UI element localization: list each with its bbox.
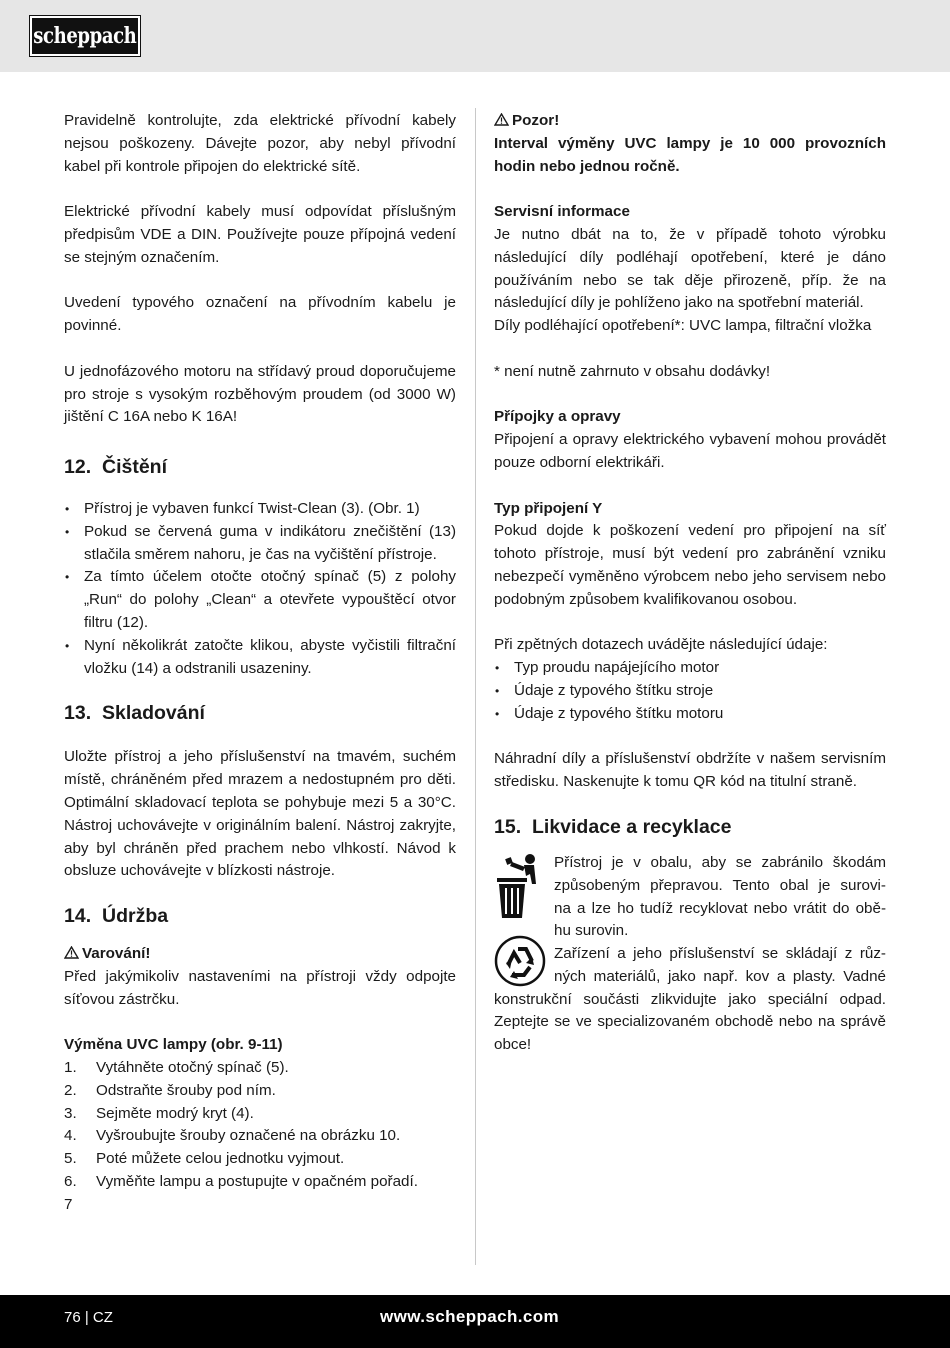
list-item: • Údaje z typového štítku stroje — [494, 680, 886, 703]
service-text: Je nutno dbát na to, že v případě tohoto výrobku následující díly podléhají opotřebení, které je dáno používáním nebo se tak děje přirozeně, příp. že na následující díly je pohlíženo jako na spotřební materiál. — [494, 225, 886, 312]
paragraph-cable-standards: Elektrické přívodní kabely musí odpovídat příslušným předpisům VDE a DIN. Používejte pouze přípojná vedení se stejným označením. — [64, 203, 456, 266]
disposal-line: Přístroj je v obalu, aby se zabránilo škodám — [554, 853, 886, 871]
right-column — [494, 110, 886, 1057]
connections-text: Připojení a opravy elektrického vybavení mohou provádět pouze odborní elektrikáři. — [494, 431, 886, 471]
website-url: www.scheppach.com — [380, 1307, 560, 1326]
list-item: 2. Odstraňte šrouby pod ním. — [64, 1081, 276, 1099]
trailing-number: 7 — [64, 1195, 73, 1213]
service-heading: Servisní informace — [494, 203, 630, 221]
section-heading-disposal: 15. Likvidace a recyklace — [494, 815, 732, 838]
page-number: 76 | CZ — [64, 1309, 113, 1326]
warning-triangle-icon — [64, 946, 79, 959]
uvc-steps — [64, 1057, 456, 1194]
y-connection-text: Pokud dojde k poškození vedení pro připojení na síť tohoto přístroje, musí být vedení pro zabránění vzniku nebezpečí vyměněno výrobcem nebo jeho servisem nebo podobným způsobem kvalifikovanou osobou. — [494, 522, 886, 608]
list-item: • Pokud se červená guma v indikátoru znečištění (13) stlačila směrem nahoru, je čas na vyčištění přístroje. — [64, 521, 456, 567]
list-item: • Údaje z typového štítku motoru — [494, 703, 886, 726]
caution-text: Interval výměny UVC lampy je 10 000 provozních hodin nebo jednou ročně. — [494, 134, 886, 175]
page-footer — [0, 1295, 950, 1348]
list-item: 3. Sejměte modrý kryt (4). — [64, 1104, 254, 1122]
list-item: • Nyní několikrát zatočte klikou, abyste vyčistili filtrační vložku (14) a odstranili usazeniny. — [64, 635, 456, 681]
list-item: • Za tímto účelem otočte otočný spínač (5) z polohy „Run“ do polohy „Clean“ a otevřete vypouštěcí otvor filtru (12). — [64, 566, 456, 634]
trash-bin-icon — [494, 852, 546, 922]
warning-heading: Varování! — [64, 943, 456, 966]
disposal-line: způsobeným přepravou. Tento obal je surovi- — [554, 876, 886, 894]
list-item: • Přístroj je vybaven funkcí Twist-Clean (3). (Obr. 1) — [64, 498, 456, 521]
caution-heading: Pozor! — [494, 110, 886, 133]
disposal-text: konstrukční součásti zlikvidujte jako speciální odpad. Zeptejte se ve specializovaném obchodě nebo na správě obce! — [494, 990, 886, 1054]
list-item: 6. Vyměňte lampu a postupujte v opačném pořadí. — [64, 1173, 418, 1191]
paragraph-cable-check: Pravidelně kontrolujte, zda elektrické přívodní kabely nejsou poškozeny. Dávejte pozor, aby nebyl přívodní kabel při kontrole připojen do elektrické sítě. — [64, 112, 456, 175]
connections-heading: Přípojky a opravy — [494, 408, 621, 426]
query-list — [494, 657, 886, 725]
list-item: 5. Poté můžete celou jednotku vyjmout. — [64, 1150, 345, 1168]
disposal-line: ných materiálů, jako např. kov a plasty. Vadné — [554, 967, 886, 985]
cleaning-list — [64, 498, 456, 680]
recycle-icon — [494, 926, 546, 996]
paragraph-type-designation: Uvedení typového označení na přívodním kabelu je povinné. — [64, 294, 456, 335]
list-item: 1. Vytáhněte otočný spínač (5). — [64, 1059, 289, 1077]
page-header — [0, 0, 950, 72]
disposal-line: hu surovin. — [554, 922, 629, 940]
list-item: • Typ proudu napájejícího motor — [494, 657, 886, 680]
disposal-line: na a lze ho tudíž recyklovat nebo vrátit do obě- — [554, 899, 886, 917]
query-text: Při zpětných dotazech uvádějte následující údaje: — [494, 636, 828, 654]
uvc-heading: Výměna UVC lampy (obr. 9-11) — [64, 1036, 283, 1054]
section-heading-cleaning: 12. Čištění — [64, 455, 168, 478]
scheppach-logo: scheppach — [30, 16, 140, 56]
wear-parts-text: Díly podléhající opotřebení*: UVC lampa, filtrační vložka — [494, 317, 872, 335]
section-heading-maintenance: 14. Údržba — [64, 905, 169, 928]
disposal-block — [494, 852, 886, 1057]
disposal-line: Zařízení a jeho příslušenství se skládají z růz- — [554, 945, 886, 963]
warning-triangle-icon — [494, 113, 509, 126]
left-column — [64, 110, 456, 1217]
column-divider — [475, 108, 476, 1265]
footnote: * není nutně zahrnuto v obsahu dodávky! — [494, 362, 771, 380]
paragraph-fuse: U jednofázového motoru na střídavý proud doporučujeme pro stroje s vysokým rozběhovým proudem (od 3000 W) jištění C 16A nebo K 16A! — [64, 362, 456, 426]
section-heading-storage: 13. Skladování — [64, 702, 205, 725]
paragraph-storage: Uložte přístroj a jeho příslušenství na tmavém, suchém místě, chráněném před mrazem a nedostupném pro děti. Optimální skladovací teplota se pohybuje mezi 5 a 30°C. Nástroj uchovávejte v originálním balení. Nástroj zakryjte, aby byl chráněn před prachem nebo vlhkostí. Návod k obsluze uchovávejte v blízkosti nástroje. — [64, 748, 456, 880]
warning-text: Před jakýmikoliv nastaveními na přístroji vždy odpojte síťovou zástrčku. — [64, 967, 456, 1008]
spare-parts-text: Náhradní díly a příslušenství obdržíte v našem servisním středisku. Naskenujte k tomu QR kód na titulní straně. — [494, 750, 886, 791]
y-connection-heading: Typ připojení Y — [494, 499, 603, 517]
list-item: 4. Vyšroubujte šrouby označené na obrázku 10. — [64, 1127, 401, 1145]
